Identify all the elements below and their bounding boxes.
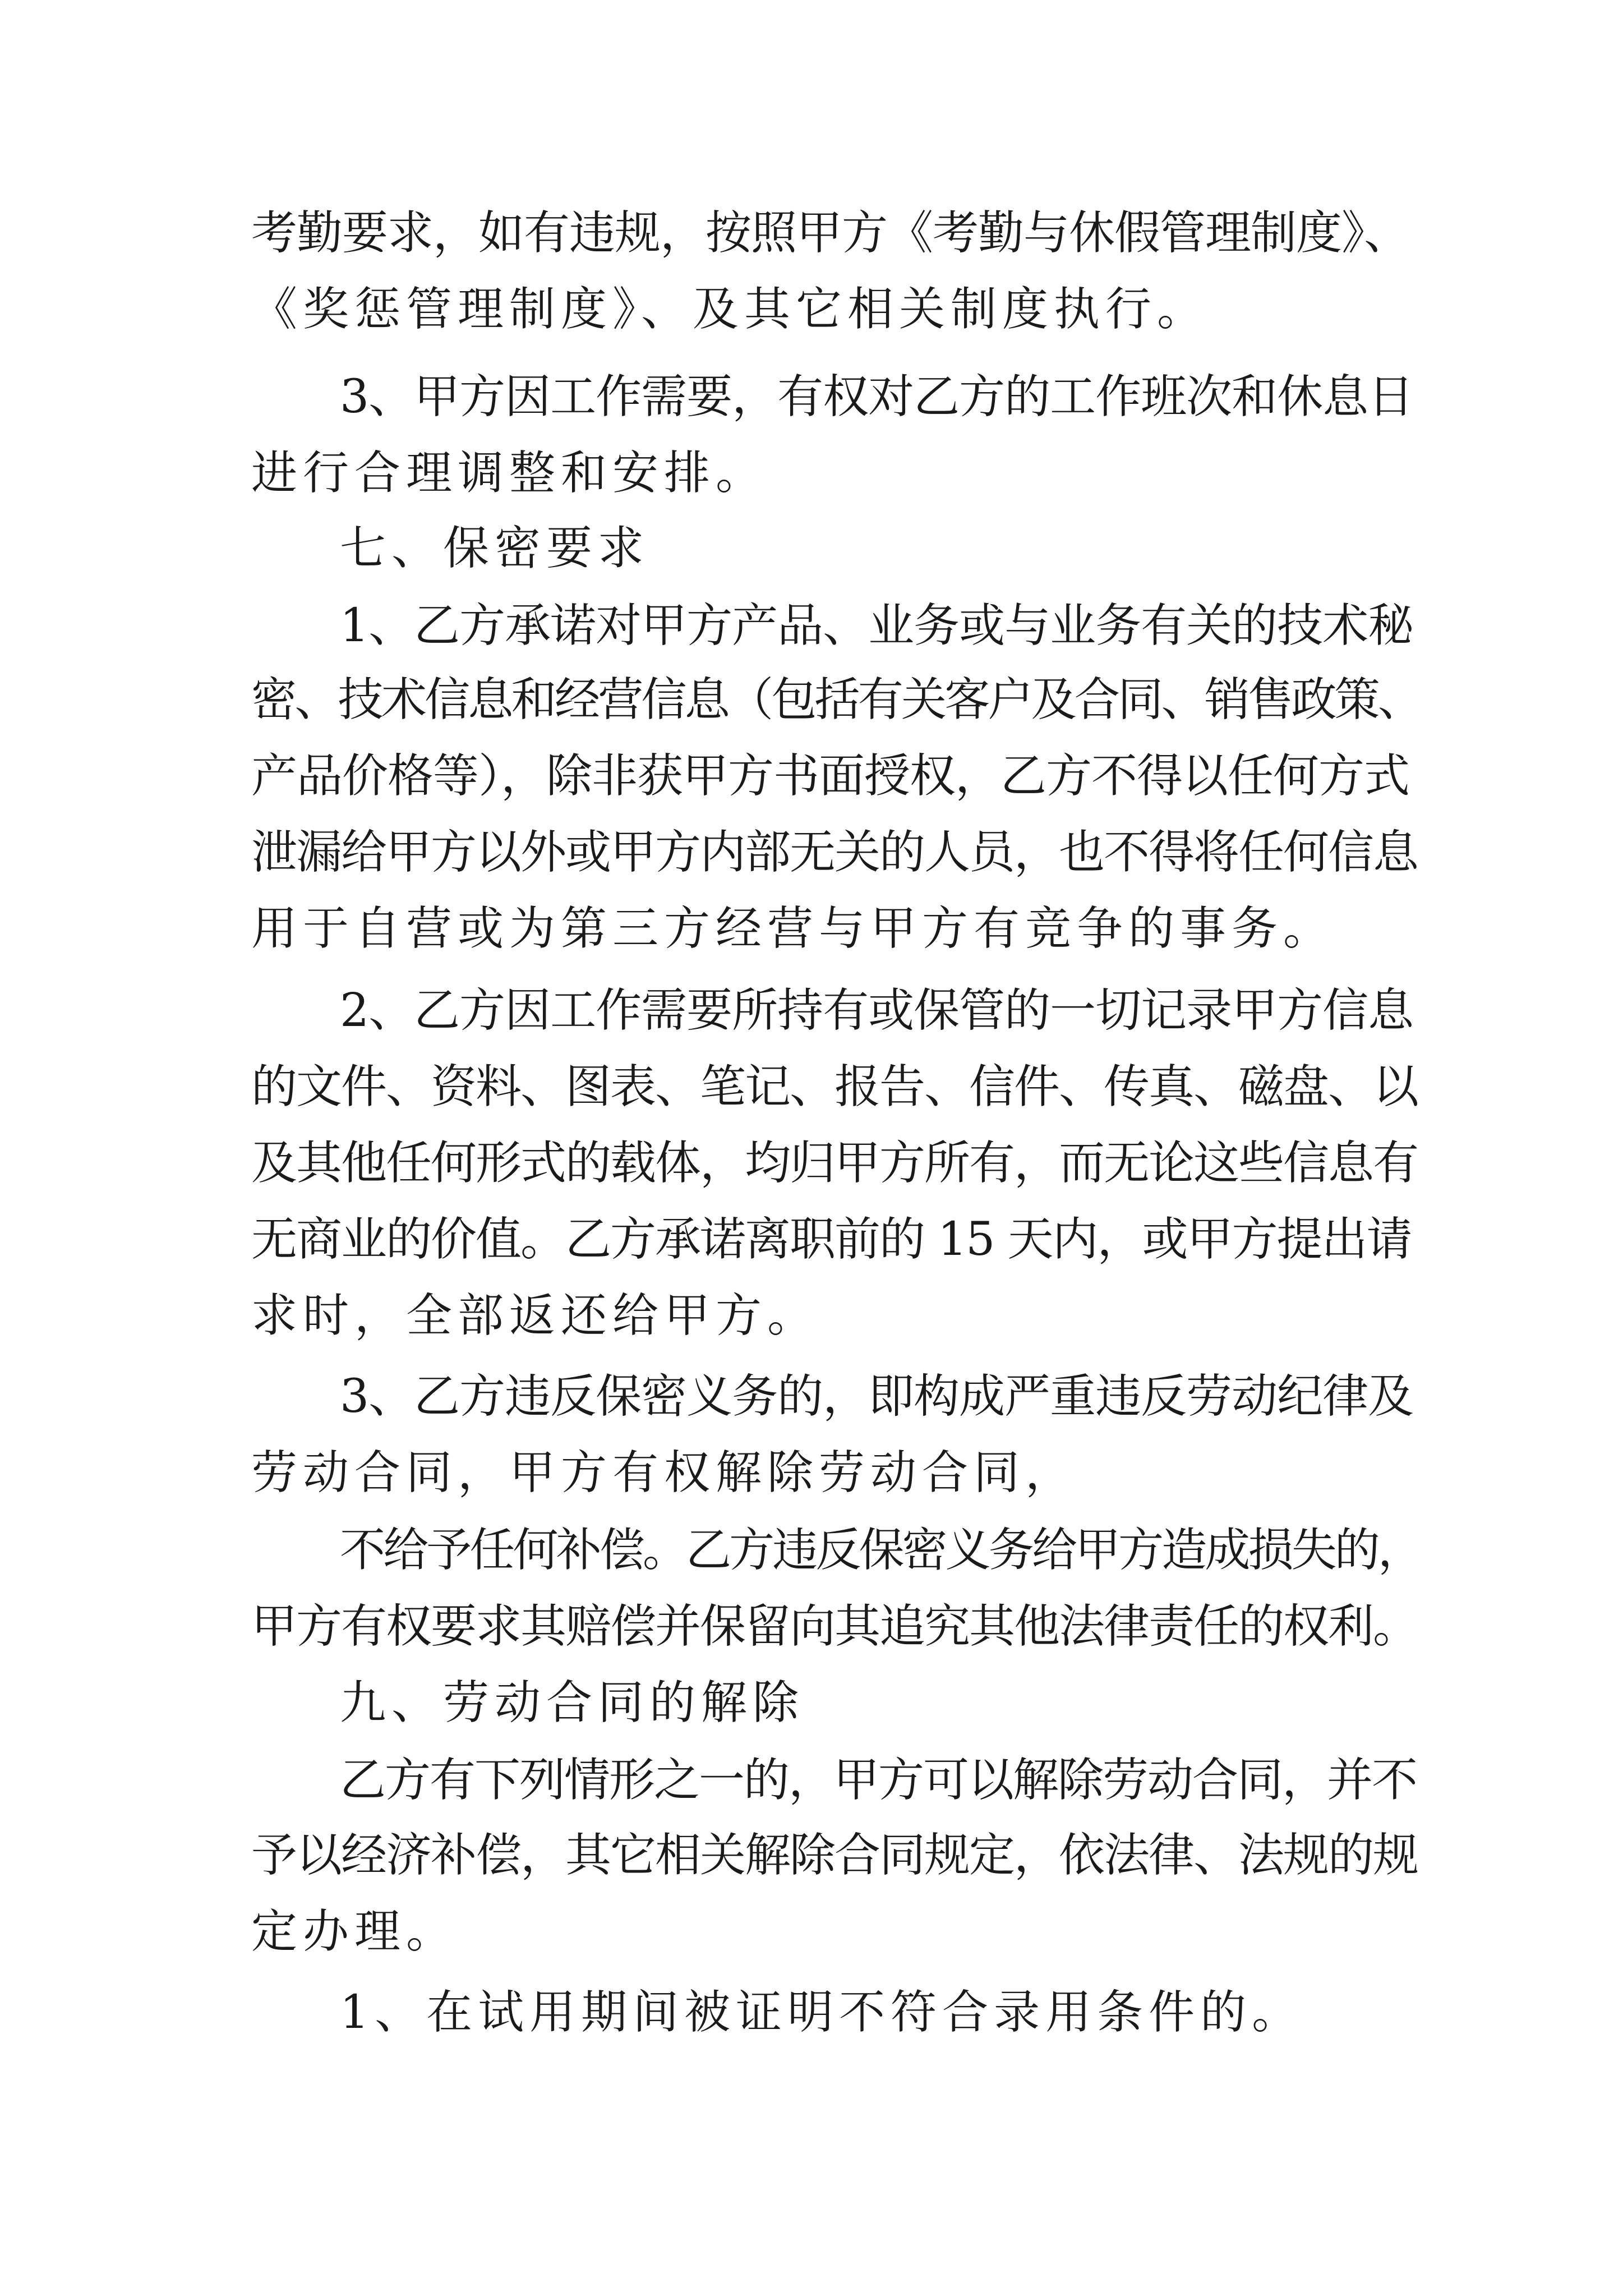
text-line: 用于自营或为第三方经营与甲方有竞争的事务。: [251, 902, 1335, 955]
text-line: 及其他任何形式的载体，均归甲方所有，而无论这些信息有: [251, 1137, 1418, 1190]
text-line: 泄漏给甲方以外或甲方内部无关的人员，也不得将任何信息: [251, 826, 1418, 879]
text-line: 甲方有权要求其赔偿并保留向其追究其他法律责任的权利。: [251, 1600, 1418, 1653]
text-line: 《奖惩管理制度》、及其它相关制度执行。: [251, 283, 1209, 336]
text-line: 求时，全部返还给甲方。: [251, 1289, 819, 1342]
text-line: 考勤要求，如有违规，按照甲方《考勤与休假管理制度》、: [251, 206, 1410, 260]
text-line: 定办理。: [251, 1905, 458, 1958]
text-line: 3、甲方因工作需要，有权对乙方的工作班次和休息日: [340, 370, 1414, 424]
section-heading: 七、保密要求: [340, 522, 650, 575]
text-line: 1、在试用期间被证明不符合录用条件的。: [340, 1986, 1304, 2039]
text-line: 2、乙方因工作需要所持有或保管的一切记录甲方信息: [340, 984, 1414, 1037]
text-line: 乙方有下列情形之一的，甲方可以解除劳动合同，并不: [340, 1754, 1417, 1807]
text-line: 劳动合同，甲方有权解除劳动合同，: [251, 1446, 1077, 1499]
text-line: 密、技术信息和经营信息（包括有关客户及合同、销售政策、: [251, 673, 1422, 726]
text-line: 予以经济补偿，其它相关解除合同规定，依法律、法规的规: [251, 1829, 1418, 1882]
section-heading: 九、劳动合同的解除: [340, 1676, 805, 1729]
text-line: 的文件、资料、图表、笔记、报告、信件、传真、磁盘、以: [251, 1060, 1418, 1114]
text-line: 3、乙方违反保密义务的，即构成严重违反劳动纪律及: [340, 1370, 1414, 1423]
text-line: 进行合理调整和安排。: [251, 447, 768, 500]
text-line: 不给予任何补偿。乙方违反保密义务给甲方造成损失的，: [340, 1524, 1422, 1577]
text-line: 无商业的价值。乙方承诺离职前的 15 天内，或甲方提出请: [251, 1213, 1412, 1266]
text-line: 1、乙方承诺对甲方产品、业务或与业务有关的技术秘: [340, 599, 1414, 652]
text-line: 产品价格等），除非获甲方书面授权，乙方不得以任何方式: [251, 749, 1410, 803]
